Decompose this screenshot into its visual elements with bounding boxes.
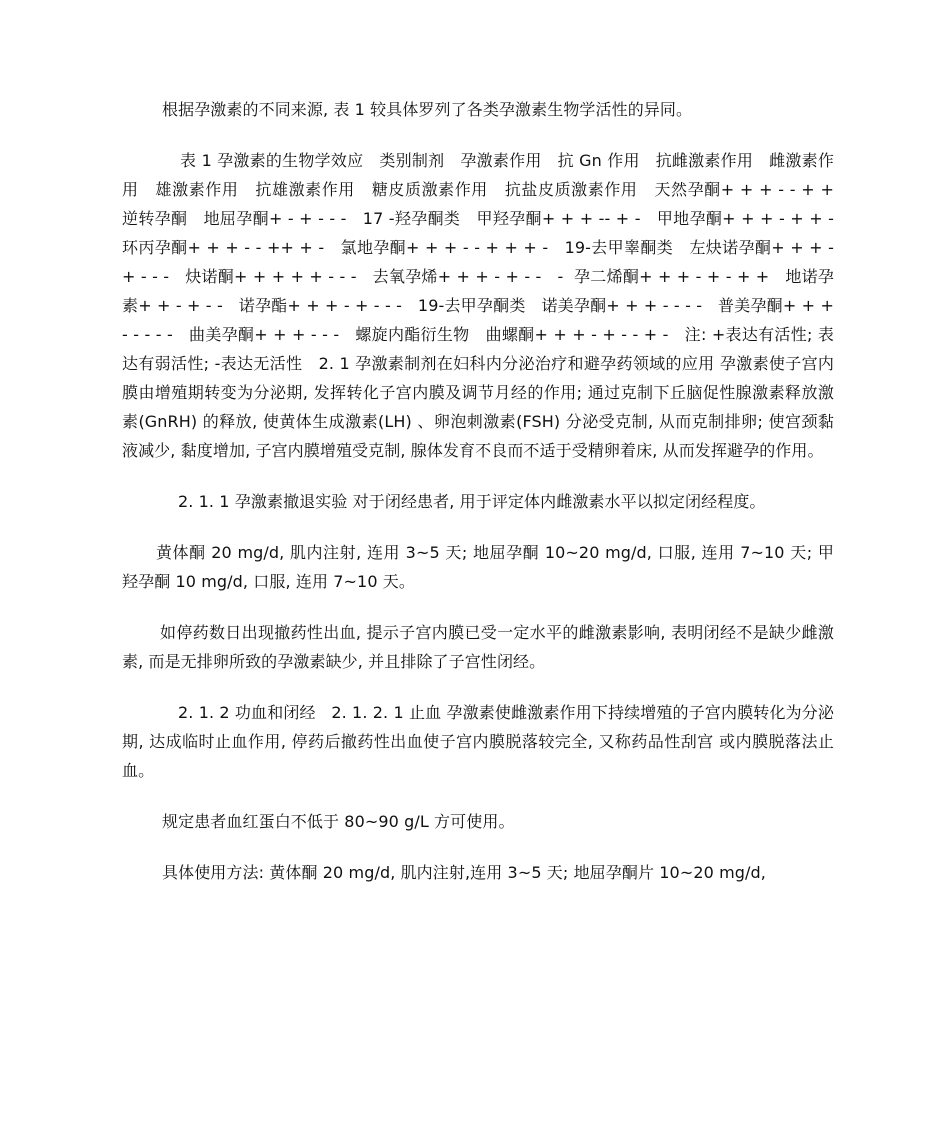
paragraph-dosage: 黄体酮 20 mg/d, 肌内注射, 连用 3~5 天; 地屈孕酮 10~20 mg/d, 口服, 连用 7~10 天; 甲羟孕酮 10 mg/d, 口服, 连用 7~10 天。 bbox=[122, 543, 834, 591]
paragraph-usage: 具体使用方法: 黄体酮 20 mg/d, 肌内注射,连用 3~5 天; 地屈孕酮片 10~20 mg/d, bbox=[162, 863, 766, 882]
paragraph-withdrawal-test: 2. 1. 1 孕激素撤退实验 对于闭经患者, 用于评定体内雌激素水平以拟定闭经程度。 bbox=[178, 492, 766, 511]
paragraph-hemoglobin: 规定患者血红蛋白不低于 80~90 g/L 方可使用。 bbox=[162, 812, 515, 831]
document-page bbox=[122, 95, 850, 887]
paragraph-intro: 根据孕激素的不同来源, 表 1 较具体罗列了各类孕激素生物学活性的异同。 bbox=[162, 100, 693, 119]
paragraph-bleeding-result: 如停药数日出现撤药性出血, 提示子宫内膜已受一定水平的雌激素影响, 表明闭经不是缺少雌激素, 而是无排卵所致的孕激素缺少, 并且排除了子宫性闭经。 bbox=[122, 623, 834, 671]
paragraph-table-1: 表 1 孕激素的生物学效应 类别制剂 孕激素作用 抗 Gn 作用 抗雌激素作用 雌激素作用 雄激素作用 抗雄激素作用 糖皮质激素作用 抗盐皮质激素作用 天然孕酮+ + + - - + + 逆转孕酮 地屈孕酮+ - + - - - 17 -羟孕酮类 甲羟孕酮+ + + -- + - 甲地孕酮+ + + - + + - 环丙孕酮+ + + - - ++ + - 氯地孕酮+ + + - - + + + - 19-去甲睾酮类 左炔诺孕酮+ + + - + - - - 炔诺酮+ + + + + - - - 去氧孕烯+ + + - + - - - 孕二烯酮+ + + - + - + + 地诺孕素+ + - + - - 诺孕酯+ + + - + - - - 19-去甲孕酮类 诺美孕酮+ + + - - - - 普美孕酮+ + + - - - - - 曲美孕酮+ + + - - - 螺旋内酯衍生物 曲螺酮+ + + - + - - + - 注: +表达有活性; 表达有弱活性; -表达无活性 2. 1 孕激素制剂在妇科内分泌治疗和避孕药领域的应用 孕激素使子宫内膜由增殖期转变为分泌期, 发挥转化子宫内膜及调节月经的作用; 通过克制下丘脑促性腺激素释放激素(GnRH) 的释放, 使黄体生成激素(LH) 、卵泡刺激素(FSH) 分泌受克制, 从而克制排卵; 使宫颈黏液减少, 黏度增加, 子宫内膜增殖受克制, 腺体发育不良而不适于受精卵着床, 从而发挥避孕的作用。 bbox=[122, 151, 850, 460]
paragraph-hemostasis: 2. 1. 2 功血和闭经 2. 1. 2. 1 止血 孕激素使雌激素作用下持续增殖的子宫内膜转化为分泌期, 达成临时止血作用, 停药后撤药性出血使子宫内膜脱落较完全, 又称药品性刮宫 或内膜脱落法止血。 bbox=[122, 703, 834, 780]
